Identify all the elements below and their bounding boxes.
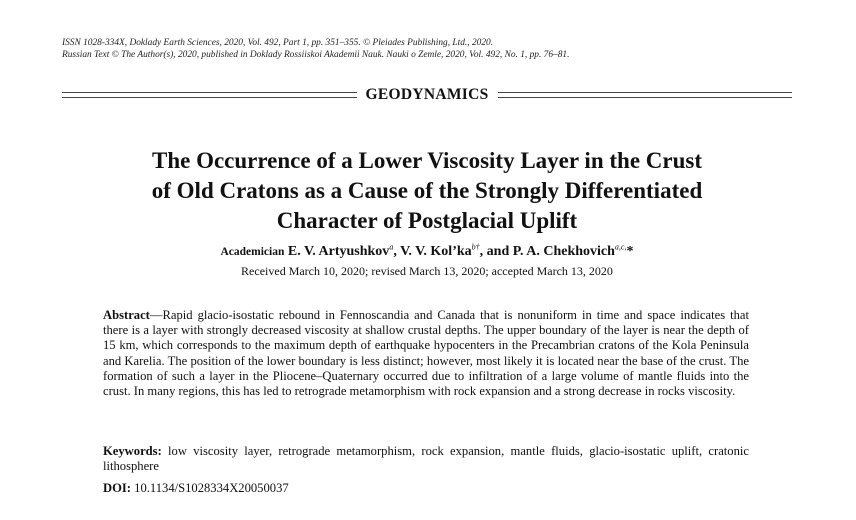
paper-title xyxy=(62,146,792,236)
title-line-2: of Old Cratons as a Cause of the Strongly Differentiated xyxy=(151,178,703,203)
title-line-3: Character of Postglacial Uplift xyxy=(276,208,578,233)
author-separator: , xyxy=(393,244,401,259)
section-rule-left xyxy=(62,92,357,98)
author-affiliation: a xyxy=(389,242,394,252)
doi-label: DOI: xyxy=(103,481,131,495)
russian-text-line: Russian Text © The Author(s), 2020, published in Doklady Rossiiskoi Akademii Nauk. Nauki o Zemle, 2020, Vol. 492, No. 1, pp. 76–81. xyxy=(62,49,570,60)
abstract xyxy=(103,308,749,399)
author-separator: , and xyxy=(479,244,513,259)
author-name: V. V. Kol’ka xyxy=(400,244,472,259)
author-name: P. A. Chekhovich xyxy=(512,244,615,259)
doi xyxy=(103,481,289,496)
journal-citation-line: ISSN 1028-334X, Doklady Earth Sciences, 2020, Vol. 492, Part 1, pp. 351–355. © Pleiades Publishing, Ltd., 2020. xyxy=(62,38,494,48)
author-affiliation: b† xyxy=(471,242,480,252)
abstract-text: Rapid glacio-isostatic rebound in Fennoscandia and Canada that is nonuniform in time and space indicates that there is a layer with strongly decreased viscosity at shallow crustal depths. The upper boundary of the layer is near the depth of 15 km, which corresponds to the maximum depth of earthquake hypocenters in the Precambrian cratons of the Kola Peninsula and Karelia. The position of the lower boundary is less distinct; however, most likely it is located near the base of the crust. The formation of such a layer in the Pliocene–Quaternary occurred due to infiltration of a large volume of mantle fluids into the crust. In many regions, this has led to retrograde metamorphism with rock expansion and a strong decrease in rocks viscosity. xyxy=(103,308,749,399)
corresponding-author-mark: * xyxy=(626,244,634,259)
keywords-label: Keywords: xyxy=(103,444,162,458)
keywords xyxy=(103,444,749,474)
section-heading xyxy=(62,88,792,102)
received-dates: Received March 10, 2020; revised March 13, 2020; accepted March 13, 2020 xyxy=(241,264,613,278)
author-list xyxy=(62,244,792,260)
author-affiliation: a,c, xyxy=(614,242,627,252)
author-name: E. V. Artyushkov xyxy=(287,244,390,259)
keywords-text: low viscosity layer, retrograde metamorphism, rock expansion, mantle fluids, glacio-isostatic uplift, cratonic lithosphere xyxy=(103,444,749,474)
author-title-prefix: Academician xyxy=(220,246,285,258)
title-line-1: The Occurrence of a Lower Viscosity Layer in the Crust xyxy=(151,148,702,173)
section-title: GEODYNAMICS xyxy=(365,86,489,103)
section-rule-right xyxy=(498,92,793,98)
doi-link[interactable]: 10.1134/S1028334X20050037 xyxy=(134,481,289,495)
journal-header xyxy=(62,38,569,61)
abstract-dash: — xyxy=(149,308,163,322)
abstract-label: Abstract xyxy=(103,308,150,322)
